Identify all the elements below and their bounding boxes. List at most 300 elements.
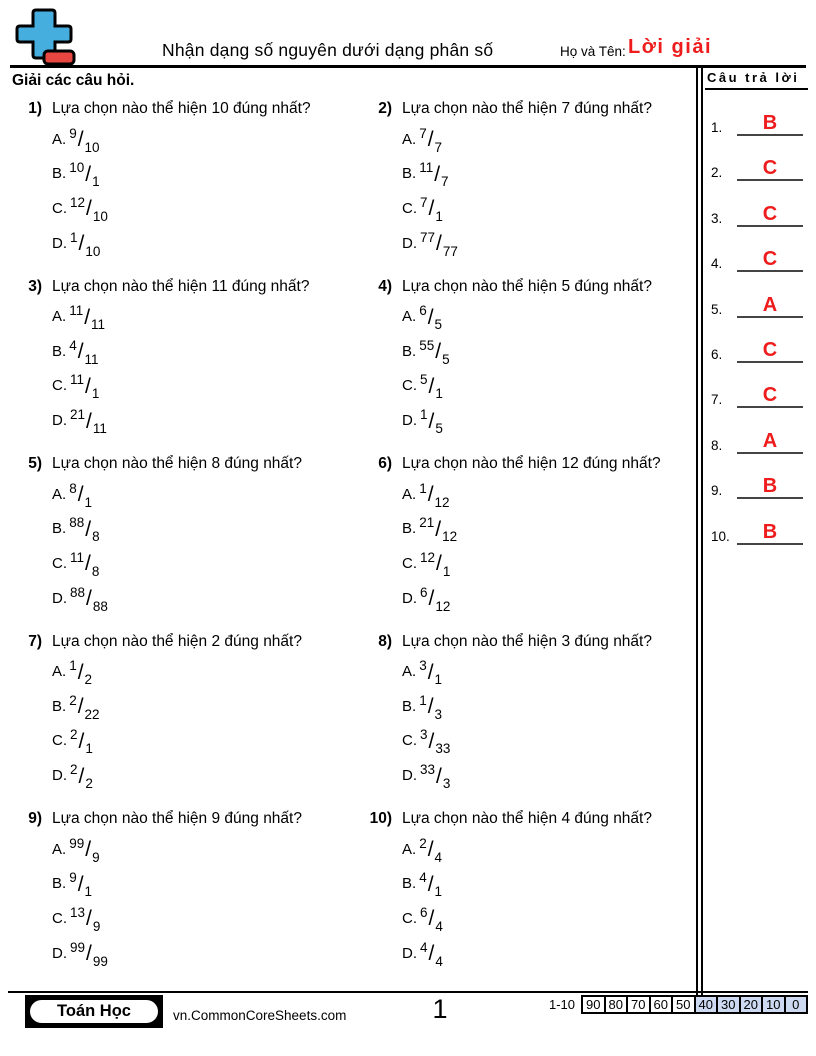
fraction-numerator: 88 [69, 515, 85, 531]
question-8-option-c [402, 724, 696, 759]
fraction-slash [85, 163, 91, 187]
question-10-option-b [402, 867, 696, 902]
name-label: Họ và Tên: [560, 44, 626, 59]
fraction-slash [436, 552, 442, 576]
question-5 [16, 454, 366, 632]
worksheet-title: Nhận dạng số nguyên dưới dạng phân số [162, 40, 494, 60]
option-letter: C. [52, 377, 67, 395]
fraction-numerator: 11 [70, 372, 85, 388]
question-8 [366, 632, 696, 810]
option-letter: A. [52, 130, 67, 148]
fraction-slash [85, 552, 91, 576]
question-6-option-b [402, 512, 696, 547]
fraction-numerator: 10 [69, 160, 85, 176]
fraction [419, 303, 443, 333]
fraction-denominator: 11 [92, 421, 107, 437]
option-letter: B. [402, 875, 417, 893]
fraction-numerator: 1 [420, 407, 428, 423]
option-letter: A. [52, 485, 67, 503]
answer-key-label: Lời giải [628, 36, 713, 58]
answer-value: C [762, 339, 778, 361]
fraction [70, 584, 108, 614]
answer-item-8 [711, 430, 803, 454]
fraction-slash [79, 232, 85, 256]
fraction-denominator: 9 [92, 918, 101, 934]
question-1 [16, 99, 366, 277]
answer-value: C [762, 248, 778, 271]
fraction [420, 229, 458, 259]
score-cell-90: 90 [581, 995, 606, 1014]
question-5-option-d [52, 581, 366, 616]
fraction-denominator: 99 [92, 953, 108, 969]
question-3-option-d [52, 403, 366, 438]
option-letter: C. [402, 377, 417, 395]
answer-blank [737, 475, 803, 499]
answer-value: C [762, 157, 778, 180]
fraction-slash [429, 375, 435, 399]
fraction-slash [428, 695, 434, 719]
option-letter: B. [402, 165, 417, 183]
option-letter: A. [402, 663, 417, 681]
fraction-slash [428, 838, 434, 862]
fraction-denominator: 22 [84, 706, 100, 722]
fraction-numerator: 12 [420, 549, 436, 565]
fraction-slash [436, 232, 442, 256]
fraction-slash [86, 587, 92, 611]
fraction-numerator: 55 [419, 337, 435, 353]
question-number: 9) [28, 810, 42, 827]
option-letter: A. [402, 840, 417, 858]
question-6-option-c [402, 546, 696, 581]
answer-item-10 [711, 521, 803, 545]
fraction-slash [428, 873, 434, 897]
answer-number: 8. [711, 437, 723, 453]
fraction-denominator: 5 [434, 317, 443, 333]
fraction-denominator: 4 [434, 849, 443, 865]
page-number: 1 [432, 994, 448, 1024]
fraction-slash [434, 163, 440, 187]
fraction-slash [86, 197, 92, 221]
question-8-option-b [402, 689, 696, 724]
question-number: 4) [378, 277, 392, 295]
fraction [70, 372, 100, 402]
answer-number: 1. [711, 120, 723, 135]
answer-blank [737, 384, 803, 408]
fraction-denominator: 10 [85, 243, 101, 259]
fraction-denominator: 12 [435, 598, 451, 614]
fraction-numerator: 9 [69, 870, 77, 886]
fraction-denominator: 8 [92, 529, 100, 545]
fraction-numerator: 1 [419, 480, 427, 496]
answer-number: 3. [711, 210, 723, 226]
fraction [420, 939, 443, 969]
option-letter: B. [52, 342, 67, 360]
question-number: 1) [28, 100, 42, 117]
question-number: 2) [378, 100, 392, 117]
option-letter: D. [52, 234, 67, 252]
fraction [419, 870, 443, 900]
question-1-option-a [52, 122, 366, 157]
option-letter: B. [402, 697, 417, 715]
fraction [419, 337, 450, 367]
question-7 [16, 632, 366, 810]
fraction-numerator: 6 [420, 584, 428, 600]
fraction [69, 337, 99, 367]
answer-item-5 [711, 294, 803, 318]
option-letter: B. [52, 165, 67, 183]
fraction-slash [78, 340, 84, 364]
option-letter: C. [402, 199, 417, 217]
answer-blank [737, 521, 803, 545]
option-letter: D. [52, 767, 67, 785]
subject-badge [25, 995, 163, 1028]
fraction [419, 835, 443, 865]
fraction-denominator: 5 [442, 351, 450, 367]
answer-blank [737, 248, 803, 272]
question-text: Lựa chọn nào thể hiện 8 đúng nhất? [52, 455, 302, 472]
fraction-slash [428, 128, 434, 152]
question-4-option-d [402, 403, 696, 438]
fraction-slash [435, 340, 441, 364]
fraction-numerator: 2 [419, 835, 427, 851]
question-1-option-c [52, 191, 366, 226]
fraction [70, 194, 108, 224]
question-9-option-b [52, 867, 366, 902]
fraction [69, 870, 93, 900]
fraction-slash [436, 765, 442, 789]
fraction-slash [429, 197, 435, 221]
score-range-label: 1-10 [548, 997, 575, 1012]
question-number: 7) [28, 632, 42, 650]
question-9-option-d [52, 936, 366, 971]
score-cell-70: 70 [626, 995, 651, 1014]
question-4 [366, 277, 696, 455]
fraction-numerator: 12 [70, 194, 86, 210]
question-9-option-c [52, 901, 366, 936]
option-letter: C. [52, 732, 67, 750]
fraction-slash [429, 730, 435, 754]
fraction-denominator: 1 [84, 884, 93, 900]
fraction-slash [78, 695, 84, 719]
question-3-option-b [52, 334, 366, 369]
answer-number: 4. [711, 256, 723, 272]
fraction-slash [78, 873, 84, 897]
question-2-option-c [402, 191, 696, 226]
fraction [69, 303, 106, 333]
fraction [419, 125, 443, 155]
fraction-slash [79, 730, 85, 754]
fraction-numerator: 6 [419, 303, 427, 319]
fraction-numerator: 1 [69, 658, 77, 674]
fraction [70, 762, 93, 792]
answer-value: C [762, 384, 778, 407]
fraction-slash [429, 942, 435, 966]
fraction-slash [86, 942, 92, 966]
fraction [420, 194, 443, 224]
fraction-numerator: 7 [419, 125, 427, 141]
fraction-numerator: 6 [420, 904, 428, 920]
question-4-option-a [402, 300, 696, 335]
question-text: Lựa chọn nào thể hiện 11 đúng nhất? [52, 277, 310, 295]
fraction-numerator: 2 [70, 762, 78, 778]
question-5-option-c [52, 546, 366, 581]
question-7-option-a [52, 655, 366, 690]
fraction-numerator: 4 [420, 939, 428, 955]
question-2-option-b [402, 157, 696, 192]
question-7-option-d [52, 758, 366, 793]
question-2-option-d [402, 226, 696, 261]
fraction-slash [429, 410, 435, 434]
fraction-numerator: 2 [70, 727, 78, 743]
fraction-numerator: 9 [69, 125, 77, 141]
option-letter: C. [402, 554, 417, 572]
fraction [69, 658, 93, 688]
option-letter: B. [402, 520, 417, 538]
fraction-denominator: 1 [85, 741, 93, 757]
question-text: Lựa chọn nào thể hiện 7 đúng nhất? [402, 100, 652, 117]
question-number: 5) [28, 455, 42, 472]
fraction-numerator: 7 [420, 194, 428, 210]
fraction-slash [78, 661, 84, 685]
fraction [419, 480, 450, 510]
option-letter: B. [52, 520, 67, 538]
answer-item-2 [711, 157, 803, 181]
answer-value: A [762, 429, 778, 452]
fraction-numerator: 1 [419, 692, 427, 708]
fraction-numerator: 2 [69, 692, 77, 708]
option-letter: D. [52, 589, 67, 607]
option-letter: D. [402, 767, 417, 785]
fraction-numerator: 99 [70, 939, 86, 955]
answer-value: B [762, 475, 778, 498]
fraction [69, 515, 100, 545]
answer-blank [737, 430, 803, 454]
answer-value: B [762, 112, 778, 134]
fraction-denominator: 12 [434, 494, 450, 510]
fraction [70, 727, 93, 757]
fraction-numerator: 21 [70, 407, 86, 423]
option-letter: A. [52, 308, 67, 326]
fraction-denominator: 1 [442, 563, 451, 579]
fraction-numerator: 1 [70, 229, 78, 245]
score-cell-40: 40 [694, 995, 719, 1014]
option-letter: C. [402, 909, 417, 927]
fraction-denominator: 1 [435, 208, 443, 224]
answer-item-4 [711, 248, 803, 272]
question-8-option-d [402, 758, 696, 793]
option-letter: A. [402, 485, 417, 503]
question-9 [16, 809, 366, 987]
fraction-denominator: 7 [441, 174, 449, 190]
fraction-denominator: 11 [91, 317, 106, 333]
score-cell-0: 0 [784, 995, 809, 1014]
answer-item-6 [711, 339, 803, 363]
answer-number: 7. [711, 392, 723, 408]
fraction-numerator: 4 [69, 337, 77, 353]
question-6 [366, 454, 696, 632]
fraction-denominator: 33 [435, 741, 451, 757]
option-letter: A. [402, 308, 417, 326]
option-letter: C. [402, 732, 417, 750]
fraction-denominator: 88 [92, 598, 108, 614]
fraction-numerator: 5 [420, 372, 428, 388]
fraction-numerator: 4 [419, 870, 427, 886]
option-letter: D. [402, 234, 417, 252]
fraction [69, 835, 100, 865]
website-text: vn.CommonCoreSheets.com [173, 1008, 347, 1023]
option-letter: D. [402, 944, 417, 962]
fraction [419, 658, 443, 688]
question-1-option-d [52, 226, 366, 261]
answer-value: A [762, 293, 778, 316]
fraction-denominator: 3 [434, 706, 443, 722]
question-4-option-c [402, 369, 696, 404]
question-number: 8) [378, 632, 392, 650]
fraction-slash [84, 306, 90, 330]
option-letter: B. [52, 697, 67, 715]
question-7-option-c [52, 724, 366, 759]
fraction [70, 549, 100, 579]
fraction-denominator: 1 [435, 386, 443, 402]
fraction-numerator: 99 [69, 835, 85, 851]
fraction-slash [428, 661, 434, 685]
fraction-slash [85, 375, 91, 399]
question-6-option-d [402, 581, 696, 616]
question-4-option-b [402, 334, 696, 369]
answer-item-7 [711, 384, 803, 408]
score-cell-10: 10 [761, 995, 786, 1014]
fraction-denominator: 1 [434, 884, 443, 900]
fraction [420, 584, 451, 614]
question-text: Lựa chọn nào thể hiện 9 đúng nhất? [52, 810, 302, 827]
fraction-denominator: 1 [434, 672, 443, 688]
fraction-numerator: 33 [420, 762, 436, 778]
fraction-denominator: 10 [92, 208, 108, 224]
fraction-numerator: 3 [419, 658, 427, 674]
fraction-denominator: 11 [84, 351, 99, 367]
option-letter: D. [52, 944, 67, 962]
fraction-numerator: 21 [419, 515, 435, 531]
option-letter: B. [402, 342, 417, 360]
question-5-option-b [52, 512, 366, 547]
answer-number: 2. [711, 165, 723, 181]
fraction-slash [435, 518, 441, 542]
question-10-option-d [402, 936, 696, 971]
question-2 [366, 99, 696, 277]
question-1-option-b [52, 157, 366, 192]
fraction-numerator: 8 [69, 480, 77, 496]
fraction-slash [78, 483, 84, 507]
question-text: Lựa chọn nào thể hiện 10 đúng nhất? [52, 100, 311, 117]
question-text: Lựa chọn nào thể hiện 12 đúng nhất? [402, 455, 661, 472]
answer-blank [737, 112, 803, 136]
answer-number: 9. [711, 483, 723, 499]
fraction [70, 407, 107, 437]
option-letter: D. [402, 412, 417, 430]
answer-panel-title: Câu trả lời [705, 68, 808, 90]
fraction-slash [78, 128, 84, 152]
fraction [70, 229, 101, 259]
fraction-numerator: 13 [70, 904, 86, 920]
question-9-option-a [52, 832, 366, 867]
fraction-numerator: 11 [70, 549, 85, 565]
fraction [420, 762, 451, 792]
question-text: Lựa chọn nào thể hiện 3 đúng nhất? [402, 632, 652, 650]
answer-number: 5. [711, 301, 723, 317]
fraction [69, 692, 100, 722]
fraction [420, 407, 443, 437]
option-letter: C. [52, 199, 67, 217]
fraction-numerator: 3 [420, 727, 428, 743]
footer-rule [8, 991, 808, 993]
fraction-denominator: 3 [442, 776, 451, 792]
answer-item-9 [711, 475, 803, 499]
fraction-slash [85, 838, 91, 862]
score-cell-30: 30 [716, 995, 741, 1014]
fraction-slash [429, 907, 435, 931]
fraction-denominator: 1 [84, 494, 93, 510]
answer-blank [737, 157, 803, 181]
question-8-option-a [402, 655, 696, 690]
question-10 [366, 809, 696, 987]
question-text: Lựa chọn nào thể hiện 5 đúng nhất? [402, 277, 652, 295]
plus-minus-logo-icon [12, 8, 78, 68]
answer-number: 10. [711, 528, 730, 544]
fraction [69, 160, 100, 190]
question-number: 3) [28, 277, 42, 295]
fraction [69, 125, 100, 155]
question-text: Lựa chọn nào thể hiện 2 đúng nhất? [52, 632, 302, 650]
question-5-option-a [52, 477, 366, 512]
question-3-option-c [52, 369, 366, 404]
fraction [70, 904, 101, 934]
questions-area [16, 99, 696, 987]
score-cells [583, 995, 808, 1014]
fraction-denominator: 2 [85, 776, 93, 792]
answer-blank [737, 339, 803, 363]
question-3-option-a [52, 300, 366, 335]
score-strip [549, 995, 808, 1014]
fraction [420, 372, 443, 402]
fraction-numerator: 11 [69, 303, 84, 319]
score-cell-20: 20 [739, 995, 764, 1014]
fraction [419, 692, 443, 722]
fraction-slash [86, 410, 92, 434]
question-number: 10) [369, 810, 392, 827]
option-letter: D. [52, 412, 67, 430]
fraction-slash [428, 306, 434, 330]
fraction-slash [428, 483, 434, 507]
fraction-numerator: 77 [420, 229, 436, 245]
answer-blank [737, 203, 803, 227]
fraction [420, 549, 451, 579]
question-6-option-a [402, 477, 696, 512]
option-letter: B. [52, 875, 67, 893]
score-cell-50: 50 [671, 995, 696, 1014]
fraction [69, 480, 93, 510]
fraction-numerator: 11 [419, 160, 434, 176]
score-cell-60: 60 [649, 995, 674, 1014]
answer-item-1 [711, 112, 803, 136]
question-3 [16, 277, 366, 455]
answer-value: B [762, 520, 778, 543]
option-letter: D. [402, 589, 417, 607]
fraction [419, 515, 458, 545]
fraction-slash [79, 765, 85, 789]
option-letter: A. [52, 663, 67, 681]
fraction-denominator: 77 [442, 243, 458, 259]
fraction-denominator: 4 [435, 953, 443, 969]
